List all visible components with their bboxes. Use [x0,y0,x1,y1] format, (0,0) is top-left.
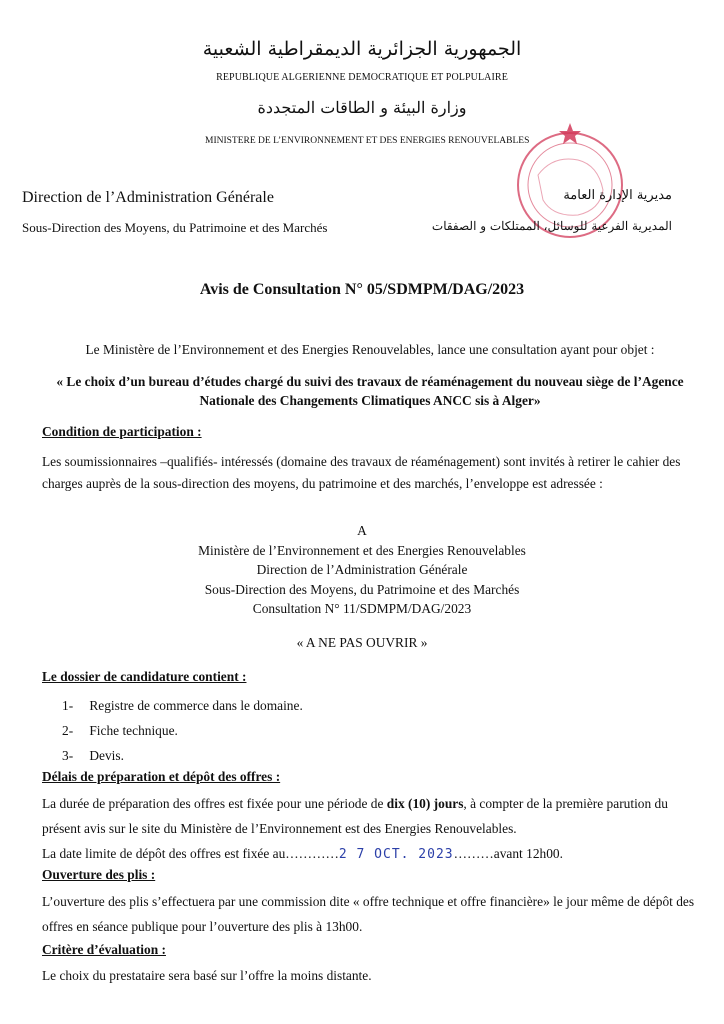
delais-text-before: La durée de préparation des offres est fixée pour une période de [42,796,387,811]
dossier-list [62,693,303,768]
do-not-open-label: « A NE PAS OUVRIR » [296,635,428,650]
subdirection-label: Sous-Direction des Moyens, du Patrimoine et des Marchés [22,220,328,235]
direction-label: Direction de l’Administration Générale [22,189,274,206]
delais-duration: dix (10) jours [386,796,464,811]
list-item [62,718,303,743]
deadline-date-stamp: 2 7 OCT. 2023 [338,847,454,862]
arabic-ministry-title: وزارة البيئة و الطاقات المتجددة [257,98,467,117]
deadline-text-before: La date limite de dépôt des offres est fixée au………… [42,846,339,861]
delais-heading: Délais de préparation et dépôt des offres : [42,769,281,784]
address-line: A [357,523,367,538]
dossier-heading: Le dossier de candidature contient : [42,669,247,684]
list-item-label: Fiche technique. [89,723,178,738]
list-item-label: Devis. [89,748,124,763]
address-block [0,521,724,619]
address-line: Sous-Direction des Moyens, du Patrimoine et des Marchés [204,581,520,597]
republic-title: REPUBLIQUE ALGERIENNE DEMOCRATIQUE ET POLPULAIRE [216,72,508,83]
ouverture-heading: Ouverture des plis : [42,867,156,882]
list-item-number: 2- [62,723,74,738]
notice-title: Avis de Consultation N° 05/SDMPM/DAG/2023 [199,281,525,298]
ouverture-text: L’ouverture des plis s’effectuera par une commission dite « offre technique et offre financière» le jour même de dépôt des offres en séance publique pour l’ouverture des plis à 13h00. [42,894,695,934]
delais-text-after: , à compter de la première parution du présent avis sur le site du Ministère de l’Environnement est des Energies Renouvelables. [42,796,668,836]
arabic-republic-title: الجمهورية الجزائرية الديمقراطية الشعبية [202,38,522,60]
deadline-text-after: ………avant 12h00. [453,846,563,861]
arabic-subdirection-label: المديرية الفرعية للوسائل، الممتلكات و الصفقات [431,219,672,233]
participation-heading: Condition de participation : [42,424,202,439]
address-line: Ministère de l’Environnement et des Energies Renouvelables [198,542,526,558]
delais-text [42,791,707,867]
arabic-direction-label: مديرية الإدارة العامة [563,188,672,203]
critere-heading: Critère d’évaluation : [42,942,166,957]
list-item [62,743,303,768]
participation-text: Les soumissionnaires –qualifiés- intéressés (domaine des travaux de réaménagement) sont invités à retirer le cahier des charges auprès de la sous-direction des moyens, du patrimoine et des marchés, l’enveloppe est adressée : [42,454,681,491]
list-item-label: Registre de commerce dans le domaine. [89,698,303,713]
list-item-number: 3- [62,748,74,763]
ministry-title: MINISTERE DE L’ENVIRONNEMENT ET DES ENERGIES RENOUVELABLES [205,136,530,146]
address-line: Direction de l’Administration Générale [256,562,468,577]
intro-paragraph: Le Ministère de l’Environnement et des Energies Renouvelables, lance une consultation ayant pour objet : [85,342,655,357]
critere-text: Le choix du prestataire sera basé sur l’offre la moins distante. [42,968,372,983]
consultation-object: « Le choix d’un bureau d’études chargé du suivi des travaux de réaménagement du nouveau siège de l’Agence Nationale des Changements Climatiques ANCC sis à Alger» [56,374,684,408]
list-item [62,693,303,718]
list-item-number: 1- [62,698,74,713]
address-line: Consultation N° 11/SDMPM/DAG/2023 [252,601,472,616]
